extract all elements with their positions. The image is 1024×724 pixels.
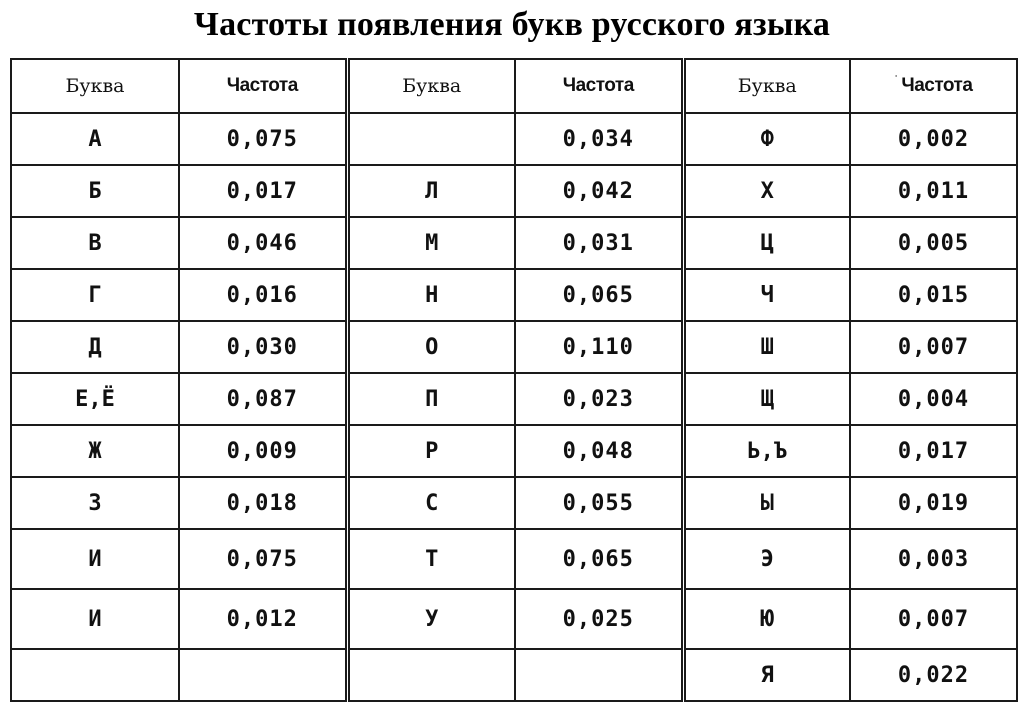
page-title: Частоты появления букв русского языка	[193, 6, 831, 43]
frequency-cell: 0,016	[179, 269, 347, 321]
frequency-cell: 0,075	[179, 113, 347, 165]
letter-cell: Ф	[683, 113, 850, 165]
frequency-cell	[179, 649, 347, 701]
letter-cell: Я	[683, 649, 850, 701]
frequency-cell: 0,075	[179, 529, 347, 589]
frequency-cell: 0,065	[515, 269, 683, 321]
letter-cell: Щ	[683, 373, 850, 425]
frequency-cell: 0,031	[515, 217, 683, 269]
letter-cell	[347, 113, 515, 165]
letter-cell: Ц	[683, 217, 850, 269]
letter-cell: Х	[683, 165, 850, 217]
frequency-cell: 0,011	[850, 165, 1017, 217]
frequency-cell	[515, 649, 683, 701]
letter-cell: Д	[11, 321, 179, 373]
frequency-cell: 0,004	[850, 373, 1017, 425]
frequency-cell: 0,017	[179, 165, 347, 217]
frequency-cell: 0,022	[850, 649, 1017, 701]
table-row	[11, 477, 1017, 529]
letter-cell: И	[11, 529, 179, 589]
frequency-cell: 0,015	[850, 269, 1017, 321]
table-row	[11, 113, 1017, 165]
letter-cell: Н	[347, 269, 515, 321]
letter-cell: Т	[347, 529, 515, 589]
header-letter: Буква	[683, 59, 850, 113]
letter-cell: З	[11, 477, 179, 529]
letter-cell: Л	[347, 165, 515, 217]
header-frequency: Частота	[179, 59, 347, 113]
frequency-cell: 0,110	[515, 321, 683, 373]
letter-cell: В	[11, 217, 179, 269]
letter-cell: Б	[11, 165, 179, 217]
letter-cell: Ж	[11, 425, 179, 477]
table-row	[11, 589, 1017, 649]
letter-cell: Ы	[683, 477, 850, 529]
table-row	[11, 269, 1017, 321]
table-row	[11, 649, 1017, 701]
letter-cell: М	[347, 217, 515, 269]
letter-cell: О	[347, 321, 515, 373]
letter-frequency-table	[10, 58, 1018, 702]
frequency-cell: 0,055	[515, 477, 683, 529]
letter-cell: А	[11, 113, 179, 165]
frequency-cell: 0,048	[515, 425, 683, 477]
letter-cell: Ч	[683, 269, 850, 321]
header-frequency-cell	[850, 59, 1017, 113]
frequency-cell: 0,009	[179, 425, 347, 477]
frequency-cell: 0,042	[515, 165, 683, 217]
table-row	[11, 165, 1017, 217]
frequency-cell: 0,012	[179, 589, 347, 649]
frequency-cell: 0,003	[850, 529, 1017, 589]
frequency-cell: 0,019	[850, 477, 1017, 529]
letter-cell: Ь,Ъ	[683, 425, 850, 477]
letter-cell	[347, 649, 515, 701]
frequency-cell: 0,005	[850, 217, 1017, 269]
frequency-cell: 0,065	[515, 529, 683, 589]
stray-mark: ˙	[894, 75, 898, 86]
frequency-cell: 0,007	[850, 589, 1017, 649]
frequency-cell: 0,023	[515, 373, 683, 425]
header-frequency: Частота	[515, 59, 683, 113]
frequency-cell: 0,007	[850, 321, 1017, 373]
letter-cell: Р	[347, 425, 515, 477]
letter-cell: С	[347, 477, 515, 529]
frequency-cell: 0,017	[850, 425, 1017, 477]
letter-cell: Е,Ё	[11, 373, 179, 425]
letter-cell: Г	[11, 269, 179, 321]
table-row	[11, 529, 1017, 589]
frequency-cell: 0,087	[179, 373, 347, 425]
header-frequency: Частота	[901, 75, 973, 96]
table-header-row	[11, 59, 1017, 113]
table-row	[11, 217, 1017, 269]
frequency-cell: 0,002	[850, 113, 1017, 165]
frequency-cell: 0,030	[179, 321, 347, 373]
frequency-cell: 0,025	[515, 589, 683, 649]
letter-cell: Ю	[683, 589, 850, 649]
table-row	[11, 321, 1017, 373]
frequency-cell: 0,034	[515, 113, 683, 165]
table-row	[11, 425, 1017, 477]
header-letter: Буква	[347, 59, 515, 113]
letter-cell	[11, 649, 179, 701]
frequency-cell: 0,018	[179, 477, 347, 529]
letter-cell: И	[11, 589, 179, 649]
letter-cell: Э	[683, 529, 850, 589]
letter-cell: Ш	[683, 321, 850, 373]
header-letter: Буква	[11, 59, 179, 113]
letter-cell: П	[347, 373, 515, 425]
frequency-cell: 0,046	[179, 217, 347, 269]
table-row	[11, 373, 1017, 425]
letter-cell: У	[347, 589, 515, 649]
